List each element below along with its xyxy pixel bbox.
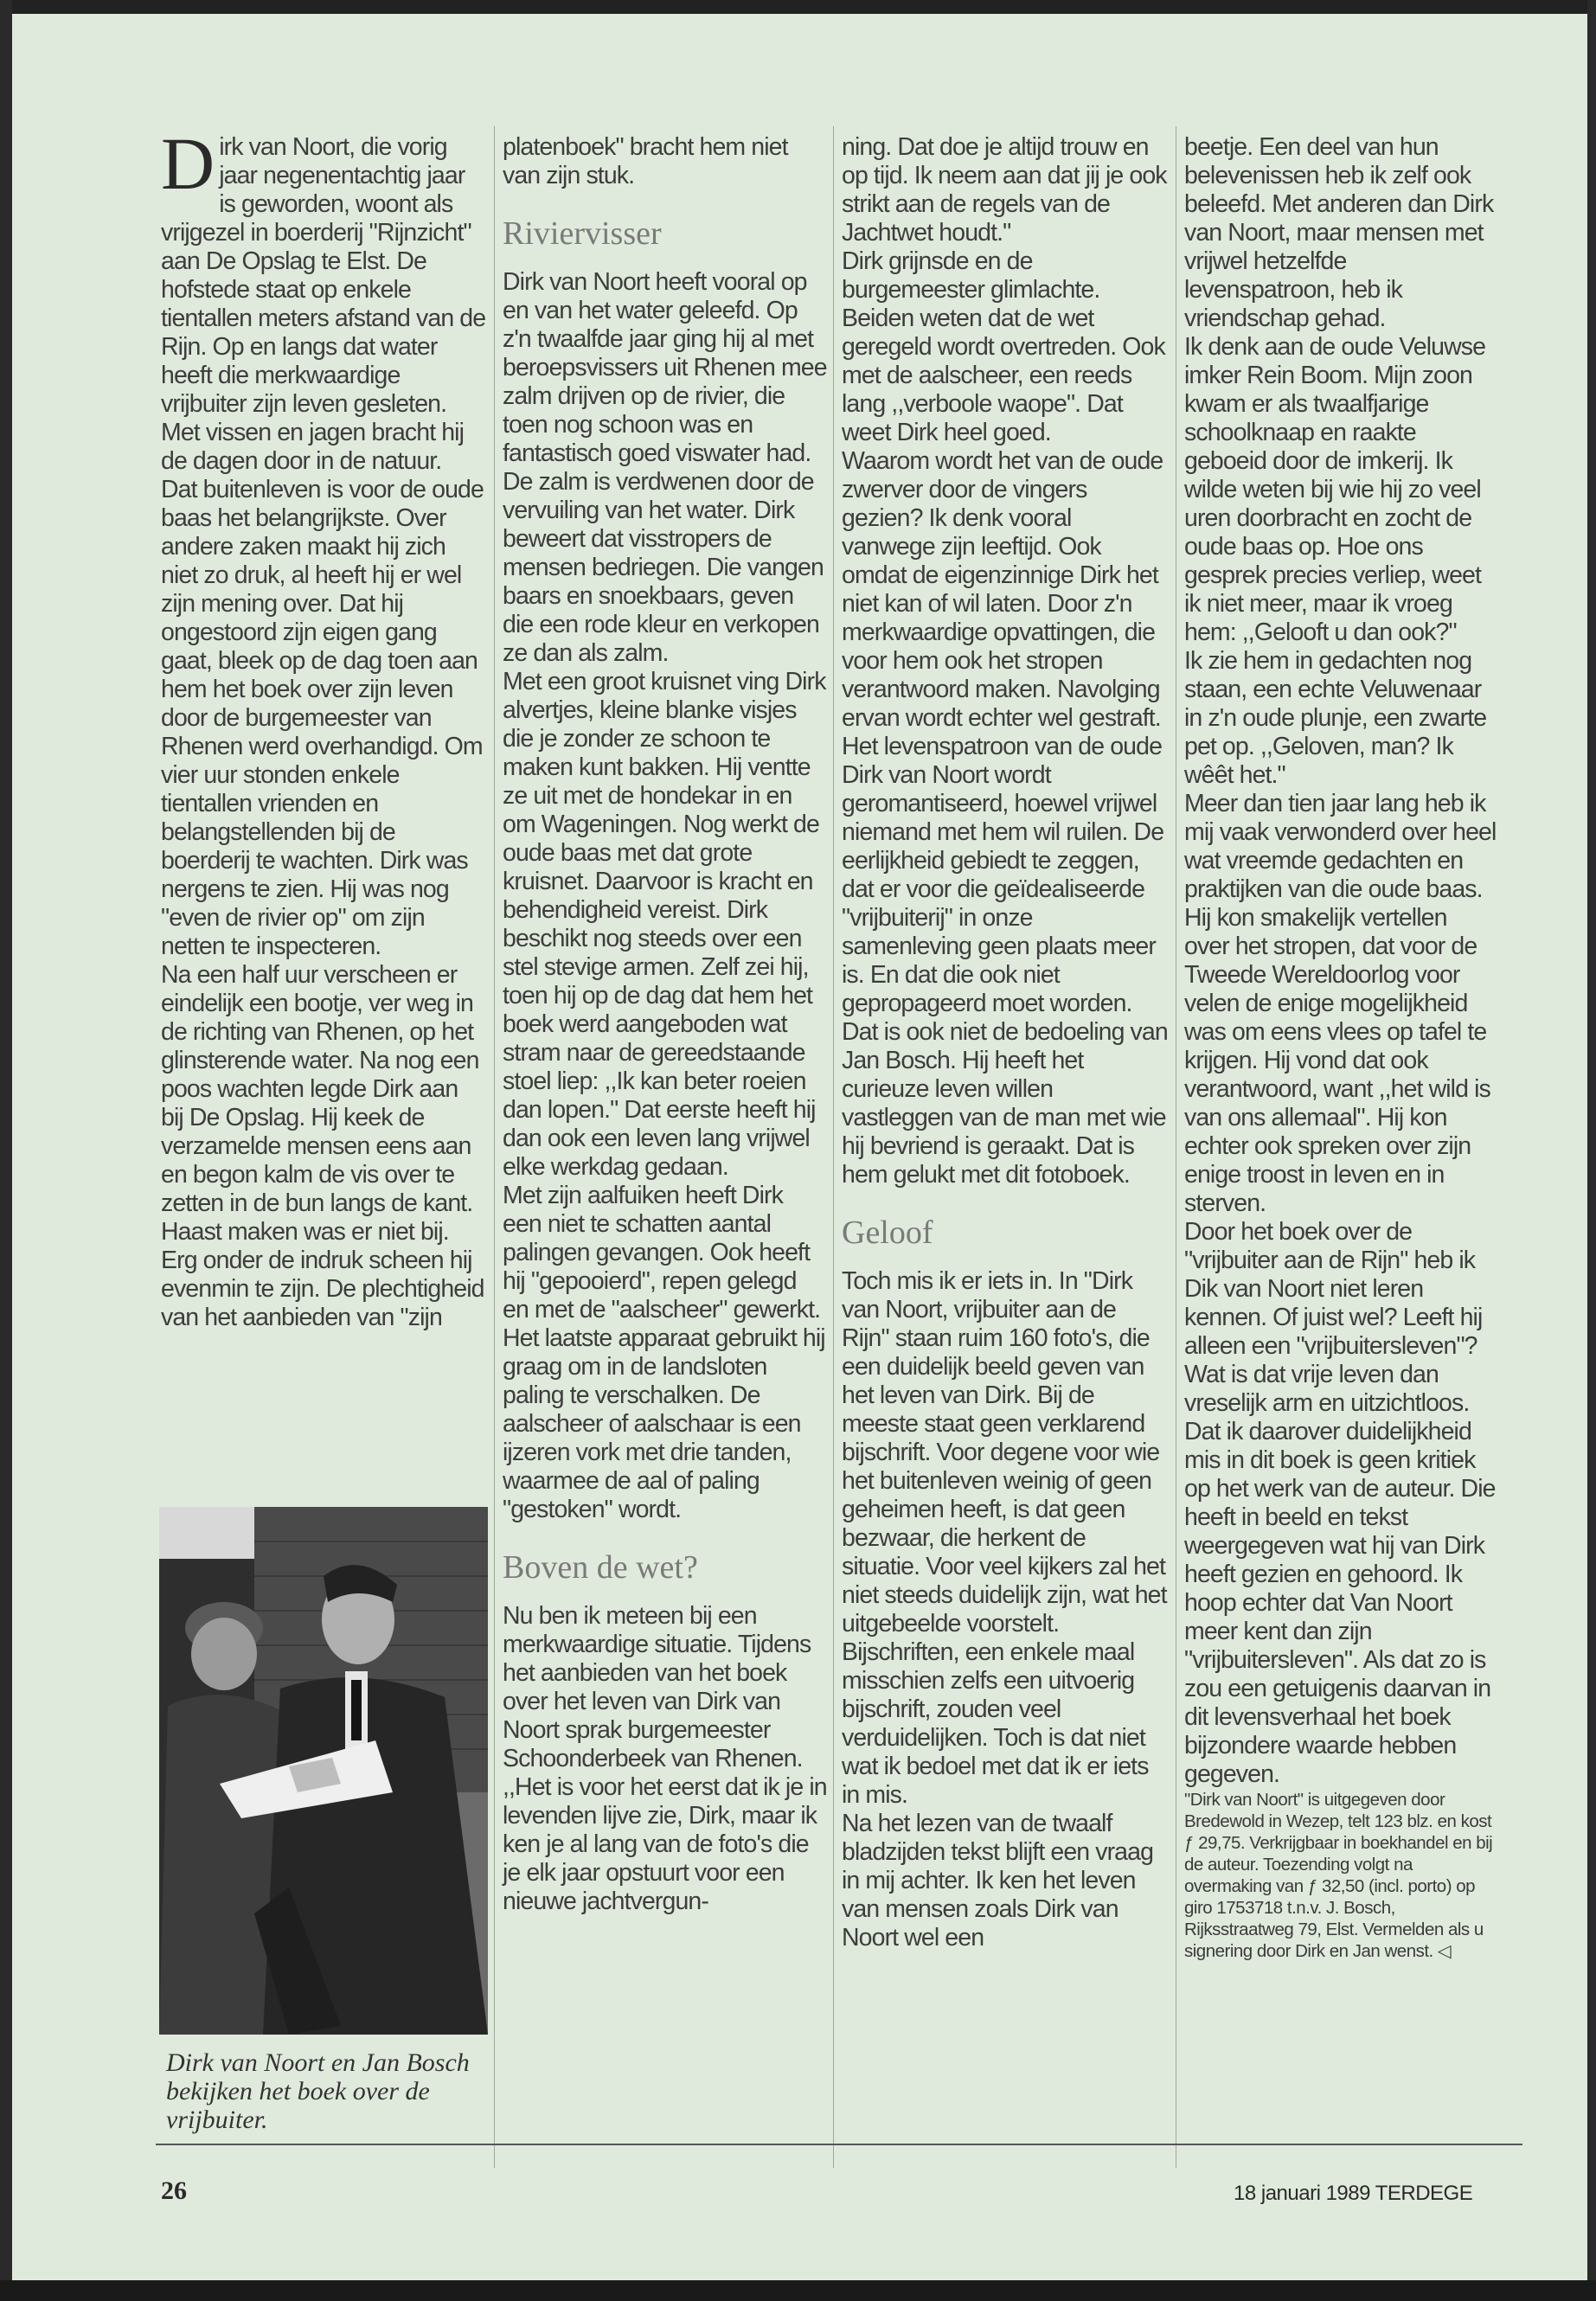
paragraph: Ik denk aan de oude Veluwse imker Rein Boom. Mijn zoon kwam er als twaalfjarige schoolknaap en raakte geboeid door de imkerij. Ik wilde weten bij wie hij zo veel uren doorbracht en zocht de oude baas op. Hoe ons gesprek precies verliep, weet ik niet meer, maar ik vroeg hem: ,,Gelooft u dan ook?" <box>1184 333 1486 646</box>
photo-two-men-reading-book-icon <box>159 1507 488 2035</box>
paragraph: Na het lezen van de twaalf bladzijden tekst blijft een vraag in mij achter. Ik ken het leven van mensen zoals Dirk van Noort wel een <box>842 1810 1154 1952</box>
subheading-boven-de-wet: Boven de wet? <box>503 1549 698 1586</box>
paragraph: beetje. Een deel van hun belevenissen heb ik zelf ook beleefd. Met anderen dan Dirk van Noort, maar mensen met vrijwel hetzelfde levenspatroon, heb ik vriendschap gehad. <box>1184 133 1494 332</box>
magazine-page <box>14 14 1587 2280</box>
paragraph: Door het boek over de "vrijbuiter aan de Rijn" heb ik Dik van Noort niet leren kennen. Of juist wel? Leeft hij alleen een "vrijbuitersleven"? Wat is dat vrije leven dan vreselijk arm en uitzichtloos. Dat ik daarover duidelijkheid mis in dit boek is geen kritiek op het werk van de auteur. Die heeft in beeld en tekst weergegeven wat hij van Dirk heeft gezien en gehoord. Ik hoop echter dat Van Noort meer kent dan zijn "vrijbuitersleven". Als dat zo is zou een getuigenis daarvan in dit levensverhaal het boek bijzondere waarde hebben gegeven. <box>1184 1218 1496 1788</box>
footer-divider <box>156 2144 1522 2145</box>
paragraph: irk van Noort, die vorig jaar negenentachtig jaar is geworden, woont als vrijgezel in boerderij "Rijnzicht" aan De Opslag te Elst. De hofstede staat op enkele tientallen meters afstand van de Rijn. Op en langs dat water heeft die merkwaardige vrijbuiter zijn leven gesleten. Met vissen en jagen bracht hij de dagen door in de natuur. <box>161 133 486 475</box>
paragraph: platenboek" bracht hem niet van zijn stuk. <box>503 133 788 189</box>
photo-caption: Dirk van Noort en Jan Bosch bekijken het boek over de vrijbuiter. <box>166 2048 470 2134</box>
scan-border-right <box>1587 0 1596 2301</box>
paragraph: Dirk grijnsde en de burgemeester glimlachte. Beiden weten dat de wet geregeld wordt overtreden. Ook met de aalscheer, een reeds lang ,,verboole waope". Dat weet Dirk heel goed. <box>842 247 1165 446</box>
article-column-4 <box>1184 133 1497 1962</box>
subheading-riviervisser: Riviervisser <box>503 215 662 252</box>
paragraph: Met een groot kruisnet ving Dirk alvertjes, kleine blanke visjes die je zonder ze schoon te maken kunt bakken. Hij ventte ze uit met de hondekar in en om Wageningen. Nog werkt de oude baas met dat grote kruisnet. Daarvoor is kracht en behendigheid vereist. Dirk beschikt nog steeds over een stel stevige armen. Zelf zei hij, toen hij op de dag dat hem het boek werd aangeboden wat stram naar de gereedstaande stoel liep: ,,Ik kan beter roeien dan lopen." Dat eerste heeft hij dan ook een leven lang vrijwel elke werkdag gedaan. <box>503 668 826 1181</box>
article-column-3 <box>842 133 1168 1952</box>
article-photo <box>159 1507 488 2035</box>
paragraph: Met zijn aalfuiken heeft Dirk een niet te schatten aantal palingen gevangen. Ook heeft hij "gepooierd", repen gelegd en met de "aalscheer" gewerkt. Het laatste apparaat gebruikt hij graag om in de landsloten paling te verschalken. De aalscheer of aalschaar is een ijzeren vork met drie tanden, waarmee de aal of paling "gestoken" wordt. <box>503 1182 825 1523</box>
scan-border-left <box>0 0 12 2301</box>
paragraph: Na een half uur verscheen er eindelijk een bootje, ver weg in de richting van Rhenen, op het glinsterende water. Na nog een poos wachten legde Dirk aan bij De Opslag. Hij keek de verzamelde mensen eens aan en begon kalm de vis over te zetten in de bun langs de kant. Haast maken was er niet bij. Erg onder de indruk scheen hij evenmin te zijn. De plechtigheid van het aanbieden van "zijn <box>161 961 484 1331</box>
scan-border-bottom <box>0 2280 1596 2301</box>
paragraph: Dirk van Noort heeft vooral op en van het water geleefd. Op z'n twaalfde jaar ging hij al met beroepsvissers uit Rhenen mee zalm drijven op de rivier, die toen nog schoon was en fantastisch goed viswater had. De zalm is verdwenen door de vervuiling van het water. Dirk beweert dat visstropers de mensen bedriegen. Die vangen baars en snoekbaars, geven die een rode kleur en verkopen ze dan als zalm. <box>503 268 827 667</box>
paragraph: Ik zie hem in gedachten nog staan, een echte Veluwenaar in z'n oude plunje, een zwarte pet op. ,,Geloven, man? Ik wêêt het." <box>1184 647 1487 789</box>
publication-date: 18 januari 1989 TERDEGE <box>1234 2182 1473 2205</box>
book-colophon: "Dirk van Noort" is uitgegeven door Bredewold in Wezep, telt 123 blz. en kost ƒ 29,75. Verkrijgbaar in boekhandel en bij de auteur. Toezending volgt na overmaking van ƒ 32,50 (incl. porto) op giro 1753718 t.n.v. J. Bosch, Rijksstraatweg 79, Elst. Vermelden als u signering door Dirk en Jan wenst. ◁ <box>1184 1790 1493 1961</box>
article-column-1 <box>161 122 486 1332</box>
paragraph: Toch mis ik er iets in. In "Dirk van Noort, vrijbuiter aan de Rijn" staan ruim 160 foto's, die een duidelijk beeld geven van het leven van Dirk. Bij de meeste staat geen verklarend bijschrift. Voor degene voor wie het buitenleven weinig of geen geheimen heeft, is dat geen bezwaar, die herkent de situatie. Voor veel kijkers zal het niet steeds duidelijk zijn, wat het uitgebeelde voorstelt. Bijschriften, een enkele maal misschien zelfs een uitvoerig bijschrift, zouden veel verduidelijken. Toch is dat niet wat ik bedoel met dat ik er iets in mis. <box>842 1267 1167 1809</box>
page-number: 26 <box>161 2176 187 2205</box>
paragraph: Dat buitenleven is voor de oude baas het belangrijkste. Over andere zaken maakt hij zich niet zo druk, al heeft hij er wel zijn mening over. Dat hij ongestoord zijn eigen gang gaat, bleek op de dag toen aan hem het boek over zijn leven door de burgemeester van Rhenen werd overhandigd. Om vier uur stonden enkele tientallen vrienden en belangstellenden bij de boerderij te wachten. Dirk was nergens te zien. Hij was nog "even de rivier op" om zijn netten te inspecteren. <box>161 476 484 960</box>
paragraph: Nu ben ik meteen bij een merkwaardige situatie. Tijdens het aanbieden van het boek over het leven van Dirk van Noort sprak burgemeester Schoonderbeek van Rhenen. ,,Het is voor het eerst dat ik je in levenden lijve zie, Dirk, maar ik ken je al lang van de foto's die je elk jaar opstuurt voor een nieuwe jachtvergun- <box>503 1602 827 1915</box>
paragraph: Waarom wordt het van de oude zwerver door de vingers gezien? Ik denk vooral vanwege zijn leeftijd. Ook omdat de eigenzinnige Dirk het niet kan of wil laten. Door z'n merkwaardige opvattingen, die voor hem ook het stropen verantwoord maken. Navolging ervan wordt echter wel gestraft. <box>842 447 1163 732</box>
column-divider <box>833 126 834 2168</box>
paragraph: Meer dan tien jaar lang heb ik mij vaak verwonderd over heel wat vreemde gedachten en praktijken van die oude baas. Hij kon smakelijk vertellen over het stropen, dat voor de Tweede Wereldoorlog voor velen de enige mogelijkheid was om eens vlees op tafel te krijgen. Hij vond dat ook verantwoord, want ,,het wild is van ons allemaal". Hij kon echter ook spreken over zijn enige troost in leven en in sterven. <box>1184 790 1497 1217</box>
paragraph: Het levenspatroon van de oude Dirk van Noort wordt geromantiseerd, hoewel vrijwel niemand met hem wil ruilen. De eerlijkheid gebiedt te zeggen, dat er voor die geïdealiseerde "vrijbuiterij" in onze samenleving geen plaats meer is. En dat die ook niet gepropageerd moet worden. Dat is ook niet de bedoeling van Jan Bosch. Hij heeft het curieuze leven willen vastleggen van de man met wie hij bevriend is geraakt. Dat is hem gelukt met dit fotoboek. <box>842 733 1168 1189</box>
article-column-2 <box>503 133 827 1916</box>
column-divider <box>494 126 495 2168</box>
paragraph: ning. Dat doe je altijd trouw en op tijd. Ik neem aan dat jij je ook strikt aan de regels van de Jachtwet houdt." <box>842 133 1167 247</box>
drop-cap: D <box>161 122 215 205</box>
scan-border-top <box>0 0 1596 14</box>
subheading-geloof: Geloof <box>842 1215 933 1251</box>
